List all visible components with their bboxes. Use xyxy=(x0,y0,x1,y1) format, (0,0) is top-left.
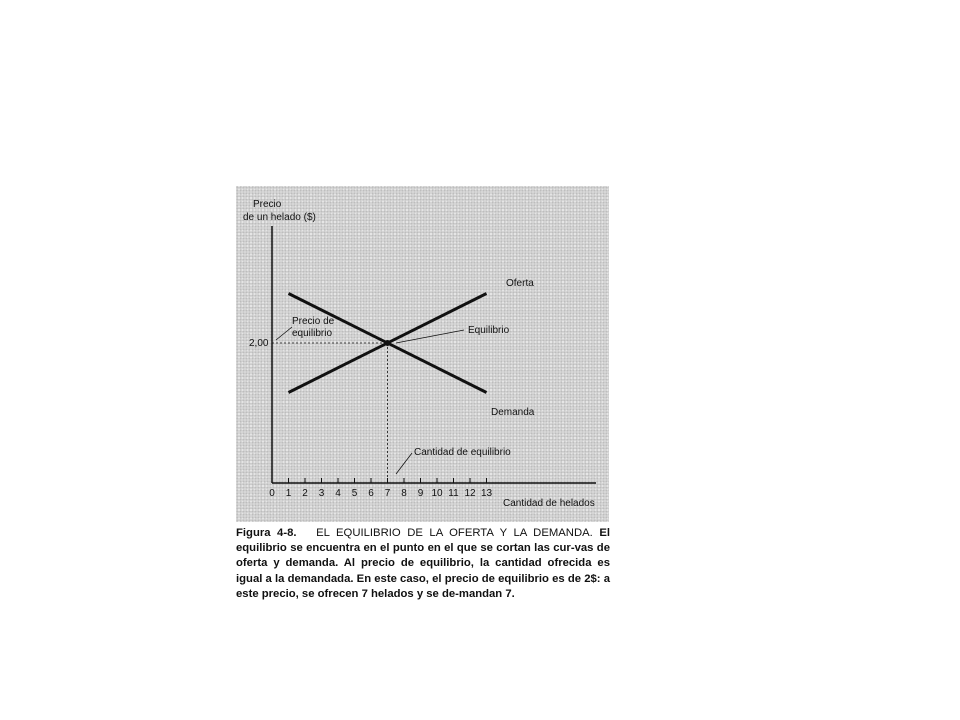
x-tick-label: 4 xyxy=(335,488,341,499)
x-tick-label: 2 xyxy=(302,488,308,499)
x-tick-label: 1 xyxy=(285,488,292,499)
series-label-demanda: Demanda xyxy=(491,407,535,418)
x-ticks xyxy=(269,478,492,499)
annotation-cantidad: Cantidad de equilibrio xyxy=(414,447,511,458)
x-tick-label: 7 xyxy=(384,488,391,499)
x-tick-label: 10 xyxy=(431,488,443,499)
equilibrium-price-tick-label: 2,00 xyxy=(249,338,269,349)
figure-caption xyxy=(236,526,610,602)
y-axis-label-line2: de un helado ($) xyxy=(243,212,316,223)
annotation-precio-line2: equilibrio xyxy=(292,328,333,339)
annotation-precio-pointer xyxy=(276,327,292,340)
caption-body: equilibrio se encuentra en el punto en el que se cortan las cur-vas de oferta y demanda. Al precio de equilibrio, la cantidad ofrecida es igual a la demandada. En este caso, el precio de equilibrio es de 2$: a este precio, se ofrecen 7 helados y se de-mandan 7. xyxy=(236,542,610,600)
x-tick-label: 6 xyxy=(368,488,374,499)
x-tick-label: 12 xyxy=(464,488,476,499)
equilibrium-point xyxy=(385,340,391,346)
x-tick-label: 11 xyxy=(448,488,459,499)
series-label-oferta: Oferta xyxy=(506,278,534,289)
figure-title: EL EQUILIBRIO DE LA OFERTA Y LA DEMANDA. xyxy=(316,527,593,539)
annotation-equilibrio: Equilibrio xyxy=(468,325,510,336)
figure-label: Figura 4-8. xyxy=(236,527,297,539)
supply-demand-chart xyxy=(236,186,609,522)
x-tick-label: 3 xyxy=(318,488,325,499)
figure-panel xyxy=(236,186,609,522)
annotation-precio-line1: Precio de xyxy=(292,316,335,327)
annotation-equilibrio-pointer xyxy=(396,330,464,343)
x-tick-label: 9 xyxy=(417,488,424,499)
x-tick-label: 5 xyxy=(351,488,358,499)
annotation-cantidad-pointer xyxy=(396,453,412,474)
x-axis-label: Cantidad de helados xyxy=(503,498,595,509)
x-tick-label: 0 xyxy=(269,488,275,499)
x-tick-label: 13 xyxy=(480,488,493,499)
x-tick-label: 8 xyxy=(401,488,407,499)
caption-first-word: El xyxy=(599,527,611,539)
y-axis-label-line1: Precio xyxy=(253,199,282,210)
